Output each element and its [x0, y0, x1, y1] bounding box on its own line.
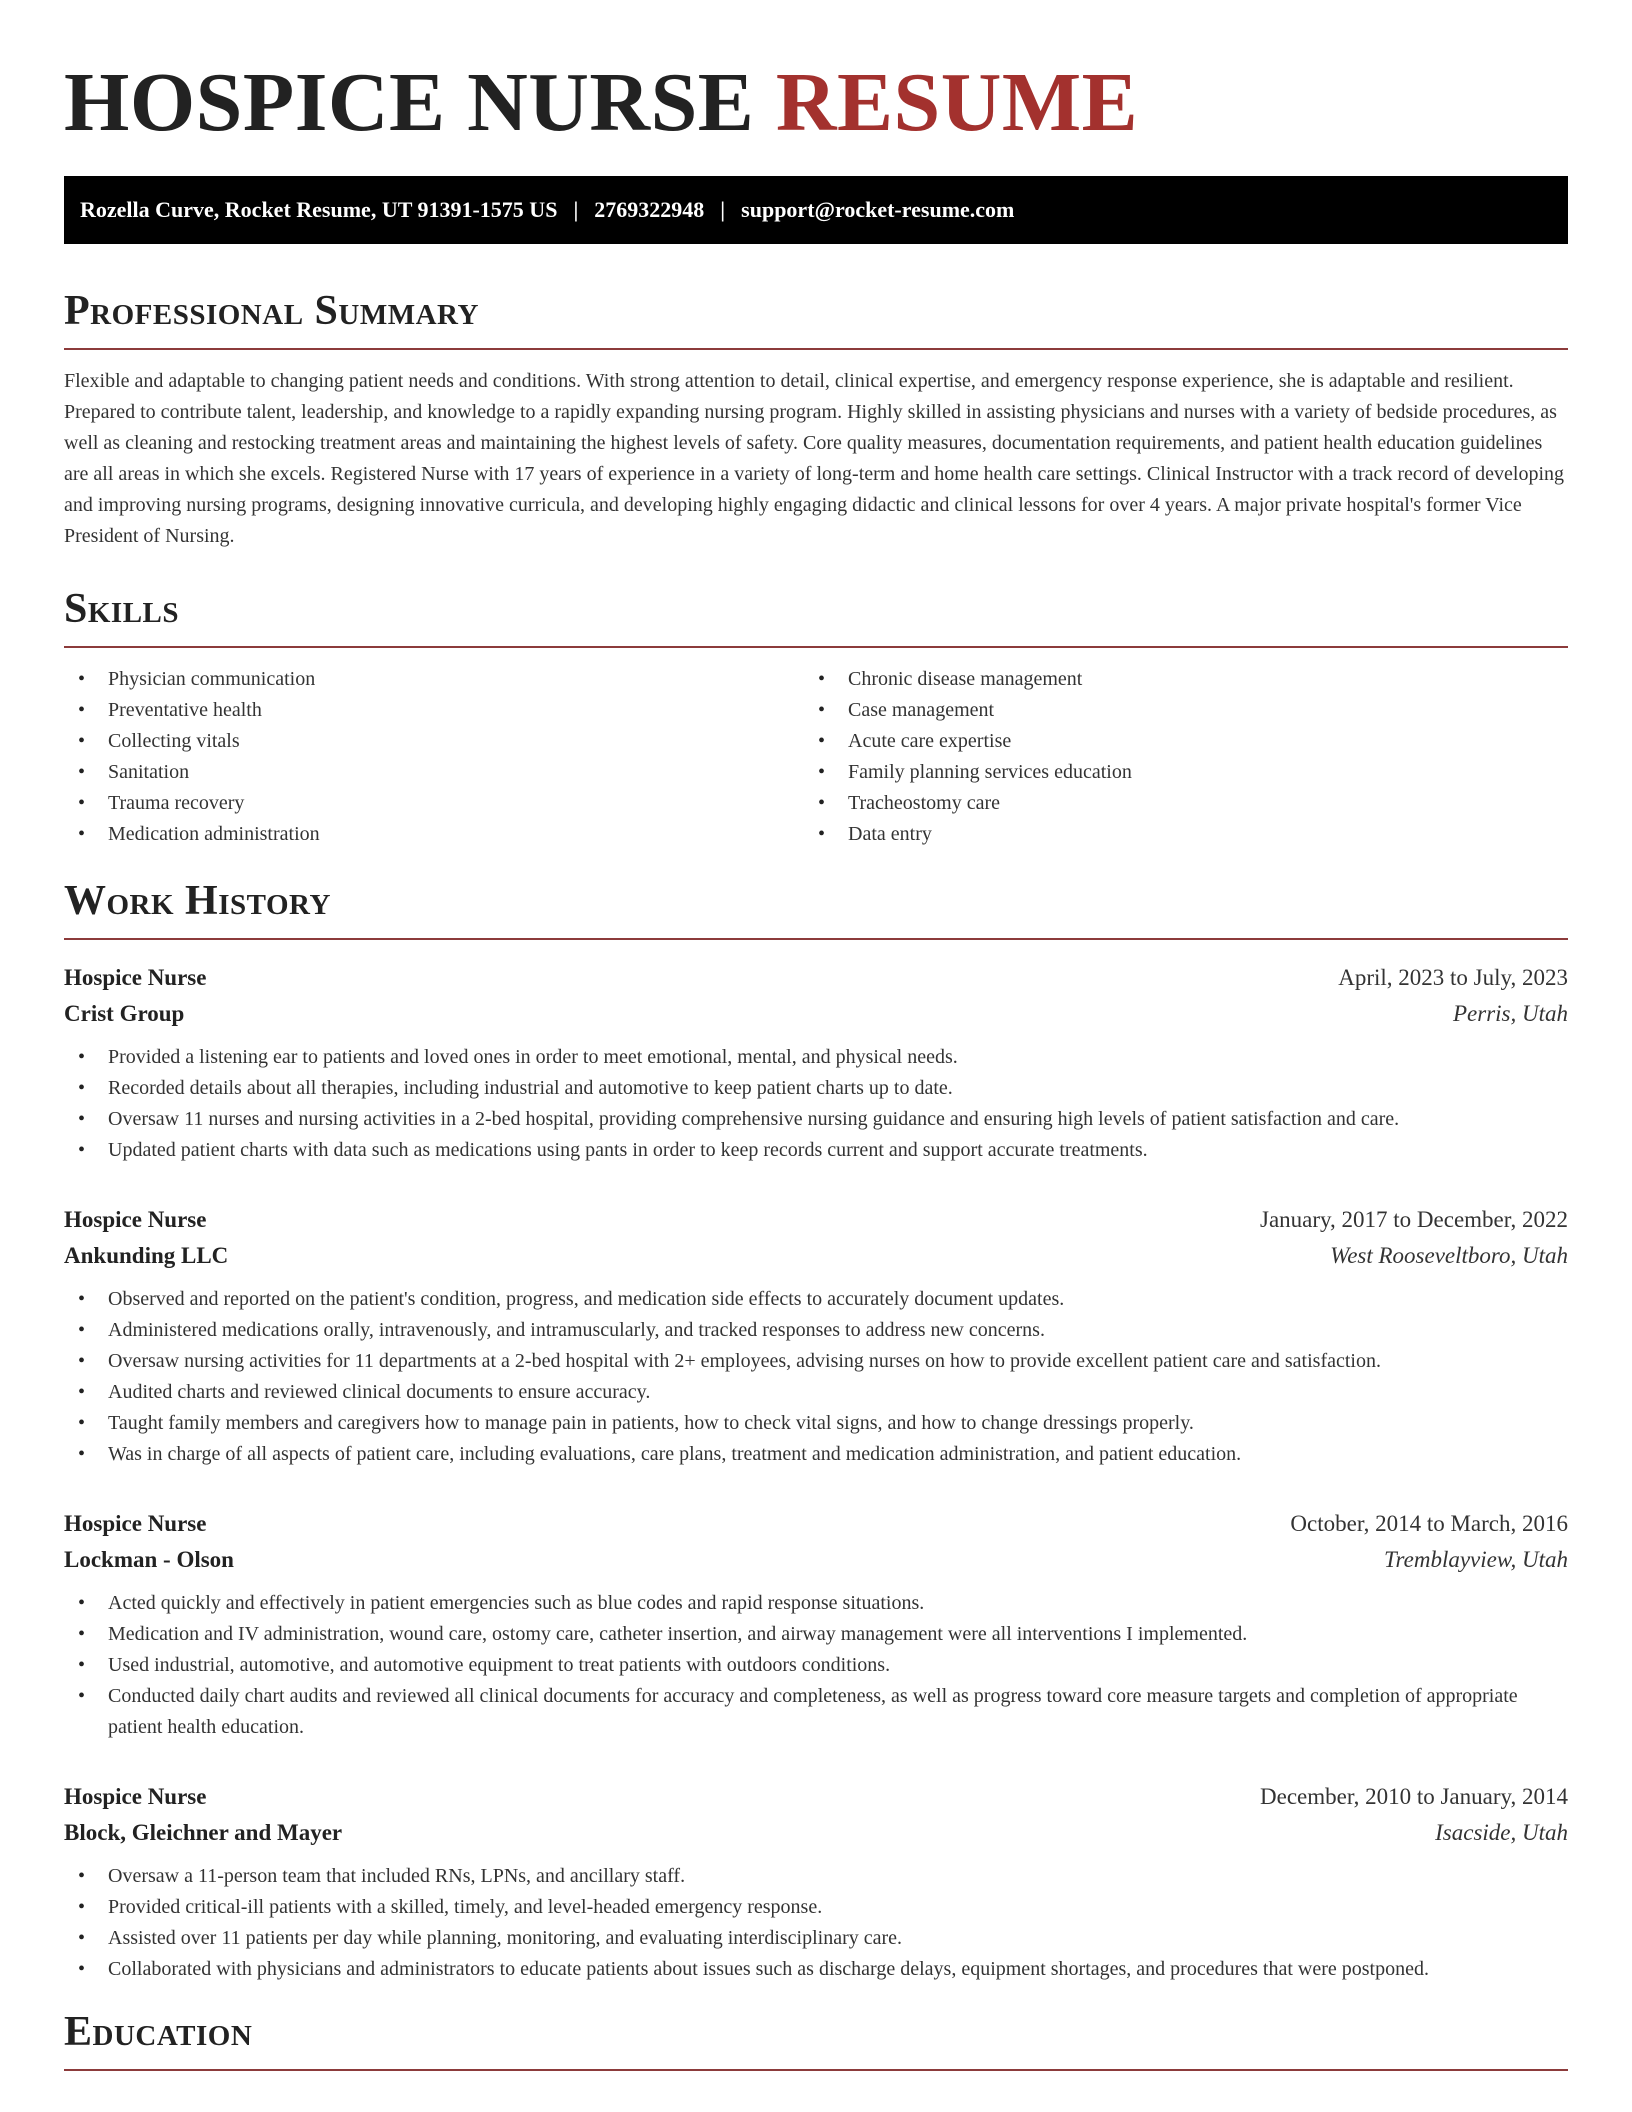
job-bullets	[64, 1042, 1568, 1166]
job-bullet: • Oversaw a 11-person team that included RNs, LPNs, and ancillary staff.	[64, 1861, 1568, 1892]
job-bullet: • Administered medications orally, intravenously, and intramuscularly, and tracked responses to address new concerns.	[64, 1315, 1568, 1346]
summary-heading: Professional Summary	[64, 286, 1568, 350]
job-dates: April, 2023 to July, 2023	[1338, 965, 1568, 990]
job-company: Ankunding LLC	[64, 1243, 229, 1268]
skill-item: • Tracheostomy care	[804, 788, 1544, 819]
job-location: Isacside, Utah	[1435, 1820, 1568, 1845]
skills-column-left	[64, 664, 804, 850]
job-bullet: • Assisted over 11 patients per day while planning, monitoring, and evaluating interdisciplinary care.	[64, 1923, 1568, 1954]
resume-title	[64, 58, 1568, 148]
resume-page	[64, 0, 1568, 2071]
job-bullet: • Oversaw 11 nurses and nursing activities in a 2-bed hospital, providing comprehensive nursing guidance and ensuring high levels of patient satisfaction and care.	[64, 1104, 1568, 1135]
job-bullet: • Medication and IV administration, wound care, ostomy care, catheter insertion, and airway management were all interventions I implemented.	[64, 1619, 1568, 1650]
job-location: West Rooseveltboro, Utah	[1330, 1243, 1568, 1268]
job-bullets	[64, 1284, 1568, 1470]
job-entry	[64, 960, 1568, 1166]
job-bullets	[64, 1861, 1568, 1985]
job-bullets	[64, 1588, 1568, 1743]
skill-item: • Physician communication	[64, 664, 804, 695]
job-bullet: • Provided critical-ill patients with a skilled, timely, and level-headed emergency response.	[64, 1892, 1568, 1923]
job-bullet: • Used industrial, automotive, and automotive equipment to treat patients with outdoors conditions.	[64, 1650, 1568, 1681]
skill-item: • Acute care expertise	[804, 726, 1544, 757]
job-dates: October, 2014 to March, 2016	[1290, 1511, 1568, 1536]
contact-separator: |	[720, 197, 726, 222]
job-bullet: • Acted quickly and effectively in patient emergencies such as blue codes and rapid response situations.	[64, 1588, 1568, 1619]
job-bullet: • Taught family members and caregivers how to manage pain in patients, how to check vital signs, and how to change dressings properly.	[64, 1408, 1568, 1439]
job-company: Block, Gleichner and Mayer	[64, 1820, 343, 1845]
skill-item: • Case management	[804, 695, 1544, 726]
job-title: Hospice Nurse	[64, 1511, 207, 1536]
job-location: Perris, Utah	[1453, 1001, 1568, 1026]
job-bullet: • Oversaw nursing activities for 11 departments at a 2-bed hospital with 2+ employees, advising nurses on how to provide excellent patient care and satisfaction.	[64, 1346, 1568, 1377]
job-company: Crist Group	[64, 1001, 185, 1026]
skill-item: • Data entry	[804, 819, 1544, 850]
work-history-heading: Work History	[64, 876, 1568, 940]
education-heading: Education	[64, 2007, 1568, 2071]
job-entry	[64, 1506, 1568, 1743]
job-title: Hospice Nurse	[64, 1784, 207, 1809]
skills-list	[64, 664, 1568, 850]
job-bullet: • Was in charge of all aspects of patient care, including evaluations, care plans, treatment and medication administration, and patient education.	[64, 1439, 1568, 1470]
job-entry	[64, 1779, 1568, 1985]
contact-separator: |	[573, 197, 579, 222]
contact-phone: 2769322948	[594, 197, 705, 222]
job-bullet: • Provided a listening ear to patients and loved ones in order to meet emotional, mental, and physical needs.	[64, 1042, 1568, 1073]
skill-item: • Sanitation	[64, 757, 804, 788]
job-title: Hospice Nurse	[64, 965, 207, 990]
job-dates: December, 2010 to January, 2014	[1260, 1784, 1568, 1809]
skill-item: • Collecting vitals	[64, 726, 804, 757]
skills-column-right	[804, 664, 1544, 850]
contact-address: Rozella Curve, Rocket Resume, UT 91391-1575 US	[80, 197, 558, 222]
title-accent: RESUME	[775, 56, 1139, 149]
job-bullet: • Recorded details about all therapies, including industrial and automotive to keep patient charts up to date.	[64, 1073, 1568, 1104]
job-bullet: • Updated patient charts with data such as medications using pants in order to keep records current and support accurate treatments.	[64, 1135, 1568, 1166]
job-bullet: • Observed and reported on the patient's condition, progress, and medication side effects to accurately document updates.	[64, 1284, 1568, 1315]
job-location: Tremblayview, Utah	[1384, 1547, 1568, 1572]
summary-text: Flexible and adaptable to changing patient needs and conditions. With strong attention to detail, clinical expertise, and emergency response experience, she is adaptable and resilient. Prepared to contribute talent, leadership, and knowledge to a rapidly expanding nursing program. Highly skilled in assisting physicians and nurses with a variety of bedside procedures, as well as cleaning and restocking treatment areas and maintaining the highest levels of safety. Core quality measures, documentation requirements, and patient health education guidelines are all areas in which she excels. Registered Nurse with 17 years of experience in a variety of long-term and home health care settings. Clinical Instructor with a track record of developing and improving nursing programs, designing innovative curricula, and developing highly engaging didactic and clinical lessons for over 4 years. A major private hospital's former Vice President of Nursing.	[64, 370, 1564, 547]
skill-item: • Trauma recovery	[64, 788, 804, 819]
job-bullet: • Audited charts and reviewed clinical documents to ensure accuracy.	[64, 1377, 1568, 1408]
skill-item: • Family planning services education	[804, 757, 1544, 788]
job-bullet: • Collaborated with physicians and administrators to educate patients about issues such as discharge delays, equipment shortages, and procedures that were postponed.	[64, 1954, 1568, 1985]
skill-item: • Chronic disease management	[804, 664, 1544, 695]
job-title: Hospice Nurse	[64, 1207, 207, 1232]
job-dates: January, 2017 to December, 2022	[1260, 1207, 1568, 1232]
job-company: Lockman - Olson	[64, 1547, 234, 1572]
contact-bar	[64, 176, 1568, 244]
title-main: HOSPICE NURSE	[64, 56, 755, 149]
skills-heading: Skills	[64, 584, 1568, 648]
skill-item: • Preventative health	[64, 695, 804, 726]
job-entry	[64, 1202, 1568, 1470]
job-bullet: • Conducted daily chart audits and reviewed all clinical documents for accuracy and completeness, as well as progress toward core measure targets and completion of appropriate patient health education.	[64, 1681, 1568, 1743]
contact-email: support@rocket-resume.com	[741, 197, 1015, 222]
skill-item: • Medication administration	[64, 819, 804, 850]
